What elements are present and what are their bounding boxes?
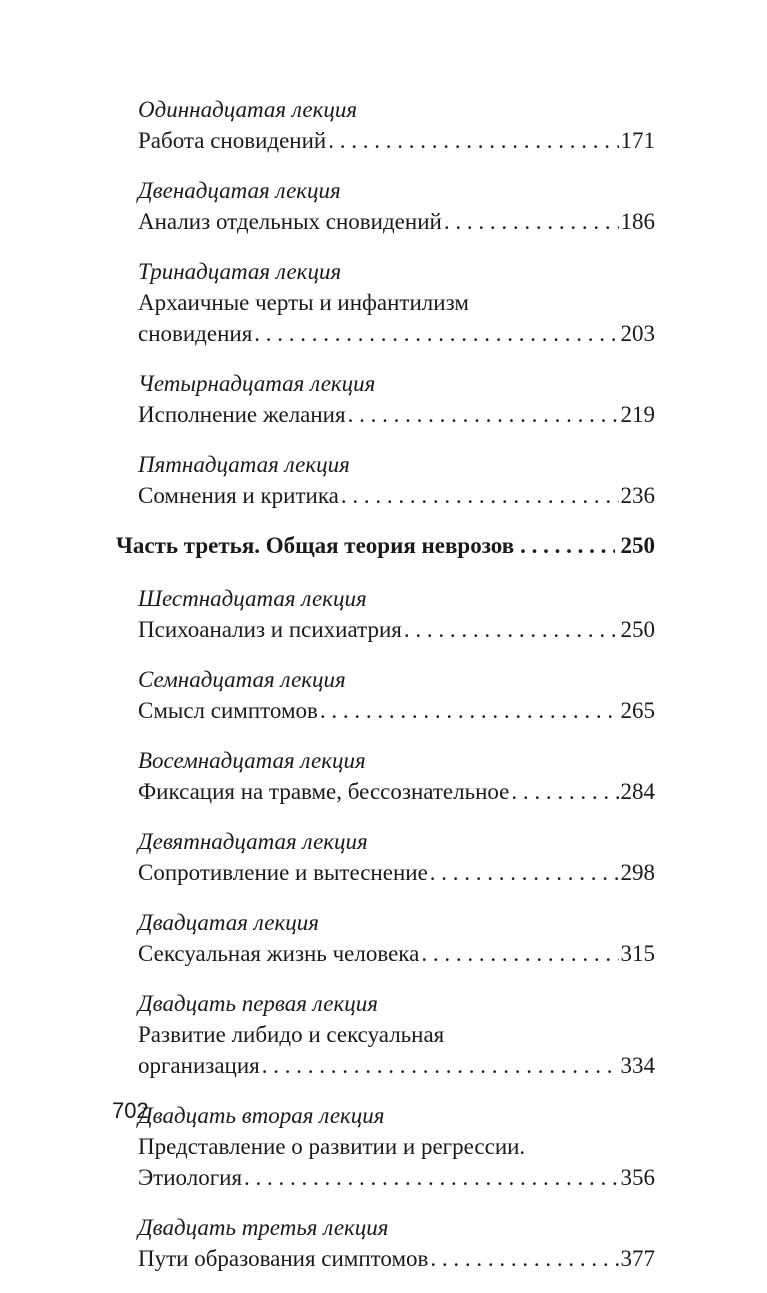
lecture-heading: Четырнадцатая лекция: [138, 371, 376, 396]
toc-entry: [116, 1212, 655, 1274]
lecture-heading: Шестнадцатая лекция: [138, 586, 367, 611]
toc-entry: [116, 1100, 655, 1193]
toc-line: [138, 1243, 655, 1274]
dot-leader: [511, 776, 618, 807]
chapter-title-line: Архаичные черты и инфантилизм: [138, 290, 469, 315]
page-number: 186: [620, 209, 655, 234]
page-number: 298: [620, 860, 655, 885]
page-number: 250: [620, 617, 655, 642]
page-number: 265: [620, 698, 655, 723]
lecture-heading: Семнадцатая лекция: [138, 667, 346, 692]
toc-entry: [116, 664, 655, 726]
lecture-heading: Одиннадцатая лекция: [138, 97, 358, 122]
dot-leader: [254, 318, 618, 349]
toc-entry: [116, 256, 655, 349]
dot-leader: [328, 125, 618, 156]
dot-leader: [520, 530, 614, 561]
lecture-heading: Двадцать первая лекция: [138, 991, 378, 1016]
page-number: 284: [620, 779, 655, 804]
toc-line: [138, 857, 655, 888]
page-number: 315: [620, 941, 655, 966]
chapter-title: Этиология: [138, 1165, 243, 1190]
part-title: Часть третья. Общая теория неврозов: [116, 533, 515, 558]
chapter-title: Сексуальная жизнь человека: [138, 941, 420, 966]
part-heading: [116, 530, 655, 561]
toc-line: [138, 125, 655, 156]
toc-entry: [116, 745, 655, 807]
toc-line: [138, 318, 655, 349]
lecture-heading: Восемнадцатая лекция: [138, 748, 366, 773]
lecture-heading: Девятнадцатая лекция: [138, 829, 368, 854]
toc-line: [138, 614, 655, 645]
lecture-heading: Двадцать третья лекция: [138, 1215, 389, 1240]
chapter-title: Пути образования симптомов: [138, 1246, 429, 1271]
chapter-title: Смысл симптомов: [138, 698, 318, 723]
dot-leader: [244, 1162, 618, 1193]
chapter-title: Сомнения и критика: [138, 483, 339, 508]
toc-entry: [116, 368, 655, 430]
chapter-title: организация: [138, 1053, 260, 1078]
toc-line: [138, 1162, 655, 1193]
page-number: 377: [620, 1246, 655, 1271]
page-number: 236: [620, 483, 655, 508]
chapter-title: Сопротивление и вытеснение: [138, 860, 428, 885]
page-folio: 702: [112, 1098, 149, 1123]
lecture-heading: Двенадцатая лекция: [138, 178, 341, 203]
chapter-title: Анализ отдельных сновидений: [138, 209, 442, 234]
dot-leader: [262, 1050, 619, 1081]
page-number: 334: [620, 1053, 655, 1078]
lecture-heading: Пятнадцатая лекция: [138, 452, 350, 477]
page-number: 356: [620, 1165, 655, 1190]
dot-leader: [430, 1243, 618, 1274]
toc-line: [138, 399, 655, 430]
lecture-heading: Двадцатая лекция: [138, 910, 319, 935]
dot-leader: [430, 857, 619, 888]
lecture-heading: Двадцать вторая лекция: [138, 1103, 385, 1128]
dot-leader: [348, 399, 619, 430]
dot-leader: [341, 480, 619, 511]
dot-leader: [320, 695, 619, 726]
toc-entry: [116, 449, 655, 511]
toc-line: [138, 776, 655, 807]
chapter-title: Психоанализ и психиатрия: [138, 617, 402, 642]
toc-line: [138, 206, 655, 237]
dot-leader: [421, 938, 618, 969]
toc-entry: [116, 583, 655, 645]
toc-entry: [116, 988, 655, 1081]
chapter-title: Исполнение желания: [138, 402, 346, 427]
lecture-heading: Тринадцатая лекция: [138, 259, 342, 284]
table-of-contents: [116, 94, 655, 1293]
chapter-title: сновидения: [138, 321, 253, 346]
toc-entry: [116, 175, 655, 237]
toc-entry: [116, 907, 655, 969]
toc-line: [138, 695, 655, 726]
toc-line: [138, 480, 655, 511]
dot-leader: [444, 206, 619, 237]
chapter-title: Работа сновидений: [138, 128, 327, 153]
chapter-title-line: Представление о развитии и регрессии.: [138, 1134, 526, 1159]
page-number: 203: [620, 321, 655, 346]
dot-leader: [404, 614, 619, 645]
chapter-title-line: Развитие либидо и сексуальная: [138, 1022, 445, 1047]
page-number: 250: [620, 533, 655, 558]
toc-line: [138, 938, 655, 969]
page-number: 219: [620, 402, 655, 427]
page-number: 171: [620, 128, 655, 153]
toc-entry: [116, 826, 655, 888]
toc-line: [138, 1050, 655, 1081]
chapter-title: Фиксация на травме, бессознательное: [138, 779, 510, 804]
toc-entry: [116, 94, 655, 156]
